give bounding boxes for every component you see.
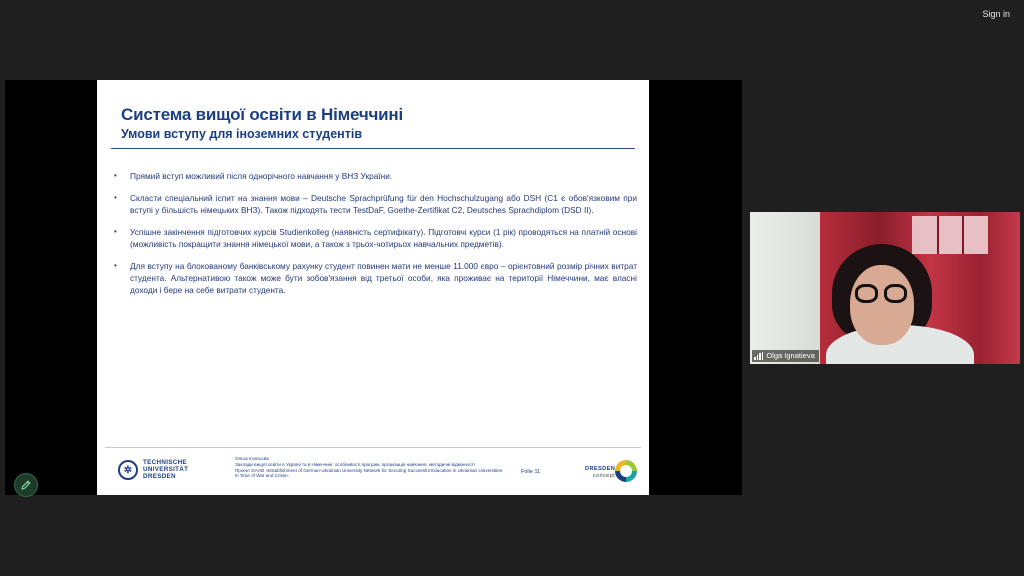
slide-page-number: Folie 11 — [521, 469, 541, 475]
bullet-item: • Успішне закінчення підготовчих курсів Studienkolleg (наявність сертифікату). Підготовчі курси (1 рік) проводяться на платній основі (можливість покращити знання німецької мови, а також з трьох-чотирьох навчальних предметів). — [114, 227, 637, 249]
dresden-concept-logo-icon — [615, 460, 637, 482]
pencil-icon — [20, 479, 32, 491]
video-background-window — [912, 216, 988, 254]
footer-project: Проект DAAD «Establishment of German-Ukrainian University Network for Securing Successful Education in Ukrainian Universities in Time of War and Crisis» — [235, 467, 503, 479]
tu-dresden-wordmark: TECHNISCHE UNIVERSITÄT DRESDEN — [143, 459, 189, 480]
sign-in-button[interactable]: Sign in — [982, 9, 1010, 19]
footer-info — [235, 456, 505, 479]
signal-bars-icon — [754, 352, 763, 360]
tu-dresden-logo-icon: ✲ — [118, 460, 138, 480]
footer-divider — [105, 447, 641, 448]
video-background-wall — [750, 212, 820, 364]
participant-video-tile[interactable] — [750, 212, 1020, 364]
footer-topic: Заклади вищої освіти в Україні та в Німеччині: особливості програм, організація навчання, методичні відмінності — [235, 461, 475, 467]
slide-title: Система вищої освіти в Німеччині — [121, 105, 404, 124]
slide-subtitle: Умови вступу для іноземних студентів — [121, 127, 363, 141]
presentation-slide — [97, 80, 649, 495]
participant-name: Olga Ignatieva — [766, 351, 815, 360]
bullet-item: • Для вступу на блокованому банківському рахунку студент повинен мати не менше 11.000 євро – орієнтовний розмір річних витрат студента. Альтернативою також може бути зобов'язання від третьої особи, яка проживає на території Німеччини, має власні доходи і бере на себе витрати студента. — [114, 261, 637, 295]
dresden-concept-wordmark: DRESDEN concept — [585, 466, 616, 479]
title-divider — [111, 148, 635, 149]
annotate-button[interactable] — [14, 473, 38, 497]
bullet-list — [111, 170, 637, 306]
footer-author: Ольга Ігнатьєва — [235, 456, 269, 461]
shared-screen — [5, 80, 742, 495]
participant-glasses — [853, 284, 911, 304]
participant-name-label — [752, 350, 819, 362]
bullet-item: • Скласти спеціальний іспит на знання мови – Deutsche Sprachprüfung für den Hochschulzugang або DSH (С1 є обов'язковим при вступі у більшість німецьких ВНЗ). Також підходять тести TestDaF, Goethe-Zertifikat C2, Deutsches Sprachdiplom (DSD II). — [114, 193, 637, 215]
bullet-item: • Прямий вступ можливий після однорічного навчання у ВНЗ України. — [114, 171, 393, 181]
participant-face — [850, 265, 914, 345]
